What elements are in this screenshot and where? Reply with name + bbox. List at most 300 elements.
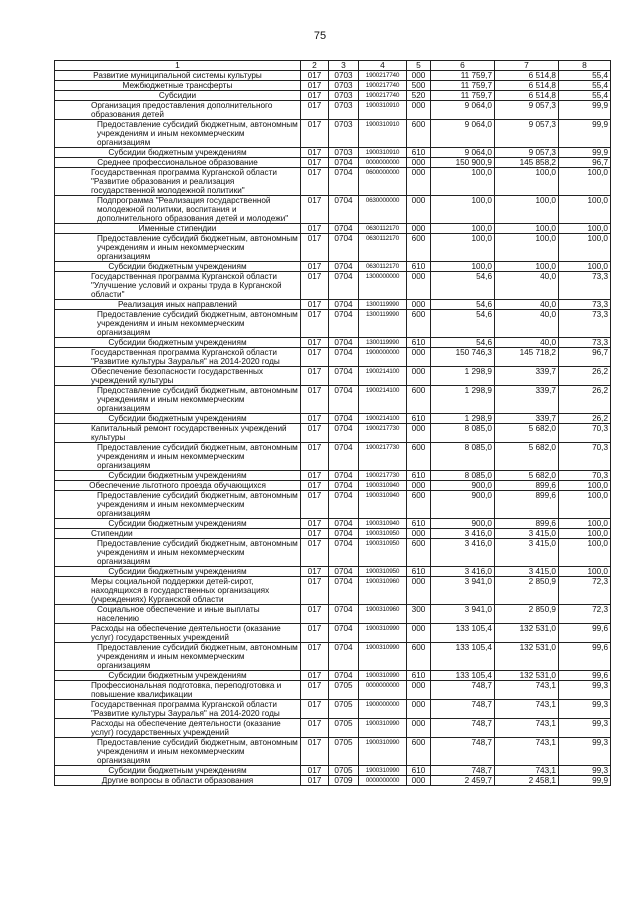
- row-name: [55, 481, 301, 491]
- table-row: [55, 519, 611, 529]
- row-executed-amount: 743,1: [495, 681, 559, 700]
- table-row: [55, 471, 611, 481]
- row-execution-percent: 26,2: [559, 386, 611, 414]
- row-expense-type: 610: [407, 567, 431, 577]
- table-row: [55, 234, 611, 262]
- budget-table: [54, 60, 611, 786]
- row-section-code: 0705: [329, 681, 359, 700]
- row-executed-amount: 3 415,0: [495, 567, 559, 577]
- row-section-code: 0704: [329, 234, 359, 262]
- row-target-code: 1900217740: [359, 81, 407, 91]
- row-expense-type: 000: [407, 681, 431, 700]
- row-target-code: 1900214100: [359, 386, 407, 414]
- row-expense-type: 610: [407, 519, 431, 529]
- row-name-text: Предоставление субсидий бюджетным, автономным учреждениям и иным некоммерческим организациям: [97, 443, 298, 470]
- row-execution-percent: 55,4: [559, 81, 611, 91]
- row-name-text: Субсидии бюджетным учреждениям: [108, 414, 247, 423]
- row-execution-percent: 99,3: [559, 681, 611, 700]
- row-section-code: 0703: [329, 91, 359, 101]
- row-name-text: Расходы на обеспечение деятельности (оказание услуг) государственных учреждений: [91, 624, 281, 642]
- row-execution-percent: 100,0: [559, 234, 611, 262]
- row-execution-percent: 99,9: [559, 148, 611, 158]
- row-expense-type: 000: [407, 700, 431, 719]
- table-row: [55, 224, 611, 234]
- row-name: [55, 719, 301, 738]
- row-section-code: 0703: [329, 71, 359, 81]
- row-name-text: Подпрограмма "Реализация государственной молодежной политики, воспитания и дополнительного образования детей и молодежи": [97, 196, 289, 223]
- row-executed-amount: 743,1: [495, 719, 559, 738]
- row-expense-type: 000: [407, 424, 431, 443]
- table-row: [55, 338, 611, 348]
- table-row: [55, 643, 611, 671]
- row-expense-type: 000: [407, 776, 431, 786]
- row-grbs-code: 017: [301, 643, 329, 671]
- row-name: [55, 148, 301, 158]
- row-grbs-code: 017: [301, 567, 329, 577]
- row-section-code: 0704: [329, 471, 359, 481]
- row-planned-amount: 11 759,7: [431, 71, 495, 81]
- row-planned-amount: 900,0: [431, 481, 495, 491]
- row-name-text: Среднее профессиональное образование: [97, 158, 258, 167]
- row-target-code: 0630112170: [359, 234, 407, 262]
- row-executed-amount: 743,1: [495, 700, 559, 719]
- row-grbs-code: 017: [301, 738, 329, 766]
- row-section-code: 0704: [329, 529, 359, 539]
- table-row: [55, 348, 611, 367]
- row-execution-percent: 55,4: [559, 71, 611, 81]
- row-planned-amount: 9 064,0: [431, 101, 495, 120]
- row-name: [55, 234, 301, 262]
- table-row: [55, 443, 611, 471]
- row-expense-type: 600: [407, 738, 431, 766]
- row-target-code: 0630112170: [359, 262, 407, 272]
- row-executed-amount: 339,7: [495, 386, 559, 414]
- row-planned-amount: 900,0: [431, 519, 495, 529]
- row-planned-amount: 8 085,0: [431, 471, 495, 481]
- row-planned-amount: 133 105,4: [431, 624, 495, 643]
- row-planned-amount: 100,0: [431, 262, 495, 272]
- table-row: [55, 120, 611, 148]
- row-name: [55, 567, 301, 577]
- row-section-code: 0704: [329, 624, 359, 643]
- row-name: [55, 776, 301, 786]
- row-execution-percent: 72,3: [559, 577, 611, 605]
- row-target-code: 1300119990: [359, 300, 407, 310]
- row-executed-amount: 3 415,0: [495, 529, 559, 539]
- row-name-text: Предоставление субсидий бюджетным, автономным учреждениям и иным некоммерческим организациям: [97, 738, 298, 765]
- row-name-text: Организация предоставления дополнительного образования детей: [91, 101, 273, 119]
- row-name: [55, 338, 301, 348]
- row-target-code: 1900310990: [359, 738, 407, 766]
- row-name: [55, 700, 301, 719]
- table-row: [55, 168, 611, 196]
- row-target-code: 0630000000: [359, 196, 407, 224]
- row-name: [55, 424, 301, 443]
- row-grbs-code: 017: [301, 671, 329, 681]
- row-planned-amount: 9 064,0: [431, 148, 495, 158]
- table-row: [55, 101, 611, 120]
- row-section-code: 0703: [329, 101, 359, 120]
- row-execution-percent: 99,6: [559, 671, 611, 681]
- row-execution-percent: 26,2: [559, 414, 611, 424]
- row-name: [55, 414, 301, 424]
- row-name-text: Капитальный ремонт государственных учреждений культуры: [91, 424, 287, 442]
- row-planned-amount: 133 105,4: [431, 643, 495, 671]
- row-executed-amount: 132 531,0: [495, 671, 559, 681]
- row-planned-amount: 748,7: [431, 766, 495, 776]
- row-name-text: Субсидии бюджетным учреждениям: [108, 471, 247, 480]
- row-target-code: 1300119990: [359, 338, 407, 348]
- row-grbs-code: 017: [301, 367, 329, 386]
- table-row: [55, 776, 611, 786]
- row-name: [55, 491, 301, 519]
- row-planned-amount: 900,0: [431, 491, 495, 519]
- row-name: [55, 81, 301, 91]
- row-expense-type: 610: [407, 414, 431, 424]
- row-name-text: Субсидии бюджетным учреждениям: [108, 766, 247, 775]
- row-name-text: Другие вопросы в области образования: [101, 776, 254, 785]
- row-name: [55, 386, 301, 414]
- row-grbs-code: 017: [301, 471, 329, 481]
- row-grbs-code: 017: [301, 338, 329, 348]
- row-planned-amount: 9 064,0: [431, 120, 495, 148]
- table-row: [55, 539, 611, 567]
- row-grbs-code: 017: [301, 91, 329, 101]
- row-target-code: 0000000000: [359, 776, 407, 786]
- row-execution-percent: 70,3: [559, 471, 611, 481]
- row-grbs-code: 017: [301, 224, 329, 234]
- table-row: [55, 567, 611, 577]
- row-section-code: 0703: [329, 148, 359, 158]
- row-section-code: 0703: [329, 120, 359, 148]
- row-name: [55, 643, 301, 671]
- row-target-code: 1900214100: [359, 414, 407, 424]
- row-name: [55, 766, 301, 776]
- row-name: [55, 262, 301, 272]
- row-execution-percent: 100,0: [559, 196, 611, 224]
- row-execution-percent: 96,7: [559, 158, 611, 168]
- row-name: [55, 605, 301, 624]
- row-execution-percent: 73,3: [559, 338, 611, 348]
- col-header: 1: [55, 61, 301, 71]
- table-row: [55, 71, 611, 81]
- row-name: [55, 101, 301, 120]
- col-header: 5: [407, 61, 431, 71]
- row-execution-percent: 55,4: [559, 91, 611, 101]
- row-planned-amount: 150 900,9: [431, 158, 495, 168]
- row-expense-type: 000: [407, 624, 431, 643]
- table-row: [55, 272, 611, 300]
- row-target-code: 1900310950: [359, 539, 407, 567]
- row-section-code: 0704: [329, 272, 359, 300]
- row-planned-amount: 11 759,7: [431, 91, 495, 101]
- row-expense-type: 610: [407, 262, 431, 272]
- row-name-text: Обеспечение льготного проезда обучающихся: [89, 481, 266, 490]
- row-planned-amount: 54,6: [431, 300, 495, 310]
- row-grbs-code: 017: [301, 481, 329, 491]
- row-executed-amount: 100,0: [495, 196, 559, 224]
- row-name-text: Меры социальной поддержки детей-сирот, находящихся в государственных организациях (учреждениях) Курганской области: [91, 577, 270, 604]
- row-name-text: Именные стипендии: [138, 224, 217, 233]
- row-section-code: 0704: [329, 443, 359, 471]
- row-planned-amount: 100,0: [431, 234, 495, 262]
- table-row: [55, 481, 611, 491]
- row-target-code: 1900217740: [359, 91, 407, 101]
- row-section-code: 0704: [329, 310, 359, 338]
- row-execution-percent: 96,7: [559, 348, 611, 367]
- row-expense-type: 500: [407, 81, 431, 91]
- row-target-code: 1900310940: [359, 481, 407, 491]
- row-planned-amount: 748,7: [431, 719, 495, 738]
- row-section-code: 0704: [329, 491, 359, 519]
- row-execution-percent: 73,3: [559, 272, 611, 300]
- row-grbs-code: 017: [301, 272, 329, 300]
- row-section-code: 0704: [329, 168, 359, 196]
- row-executed-amount: 2 850,9: [495, 605, 559, 624]
- row-executed-amount: 339,7: [495, 414, 559, 424]
- table-row: [55, 158, 611, 168]
- table-row: [55, 196, 611, 224]
- row-execution-percent: 70,3: [559, 424, 611, 443]
- row-expense-type: 520: [407, 91, 431, 101]
- row-planned-amount: 2 459,7: [431, 776, 495, 786]
- row-section-code: 0704: [329, 605, 359, 624]
- row-planned-amount: 100,0: [431, 168, 495, 196]
- row-name-text: Развитие муниципальной системы культуры: [93, 71, 262, 80]
- row-execution-percent: 99,6: [559, 624, 611, 643]
- row-grbs-code: 017: [301, 348, 329, 367]
- row-section-code: 0704: [329, 424, 359, 443]
- row-expense-type: 000: [407, 367, 431, 386]
- row-target-code: 1900217740: [359, 71, 407, 81]
- row-section-code: 0705: [329, 700, 359, 719]
- table-row: [55, 367, 611, 386]
- row-grbs-code: 017: [301, 310, 329, 338]
- row-name: [55, 738, 301, 766]
- row-name: [55, 158, 301, 168]
- row-name: [55, 539, 301, 567]
- row-section-code: 0704: [329, 577, 359, 605]
- row-execution-percent: 99,3: [559, 700, 611, 719]
- row-target-code: 1900000000: [359, 700, 407, 719]
- row-section-code: 0704: [329, 348, 359, 367]
- col-header: 2: [301, 61, 329, 71]
- table-row: [55, 491, 611, 519]
- row-executed-amount: 9 057,3: [495, 101, 559, 120]
- row-expense-type: 600: [407, 491, 431, 519]
- row-name: [55, 224, 301, 234]
- row-executed-amount: 5 682,0: [495, 471, 559, 481]
- row-execution-percent: 100,0: [559, 519, 611, 529]
- table-row: [55, 681, 611, 700]
- row-name-text: Стипендии: [91, 529, 133, 538]
- row-name: [55, 120, 301, 148]
- row-grbs-code: 017: [301, 529, 329, 539]
- row-executed-amount: 100,0: [495, 168, 559, 196]
- row-grbs-code: 017: [301, 700, 329, 719]
- row-target-code: 1900310960: [359, 577, 407, 605]
- table-row: [55, 529, 611, 539]
- row-name-text: Субсидии бюджетным учреждениям: [108, 262, 247, 271]
- row-name-text: Межбюджетные трансферты: [122, 81, 233, 90]
- row-expense-type: 000: [407, 224, 431, 234]
- row-section-code: 0704: [329, 481, 359, 491]
- row-planned-amount: 150 746,3: [431, 348, 495, 367]
- row-target-code: 0000000000: [359, 681, 407, 700]
- row-target-code: 1900310910: [359, 120, 407, 148]
- row-execution-percent: 72,3: [559, 605, 611, 624]
- row-name-text: Субсидии: [158, 91, 197, 100]
- row-grbs-code: 017: [301, 300, 329, 310]
- row-grbs-code: 017: [301, 414, 329, 424]
- row-name-text: Предоставление субсидий бюджетным, автономным учреждениям и иным некоммерческим организациям: [97, 643, 298, 670]
- row-grbs-code: 017: [301, 519, 329, 529]
- row-name: [55, 577, 301, 605]
- row-grbs-code: 017: [301, 605, 329, 624]
- row-expense-type: 000: [407, 168, 431, 196]
- row-execution-percent: 70,3: [559, 443, 611, 471]
- row-section-code: 0704: [329, 367, 359, 386]
- table-row: [55, 624, 611, 643]
- row-planned-amount: 3 416,0: [431, 539, 495, 567]
- table-row: [55, 577, 611, 605]
- table-row: [55, 719, 611, 738]
- row-executed-amount: 132 531,0: [495, 624, 559, 643]
- row-expense-type: 000: [407, 101, 431, 120]
- row-planned-amount: 748,7: [431, 700, 495, 719]
- row-executed-amount: 339,7: [495, 367, 559, 386]
- row-name-text: Социальное обеспечение и иные выплаты населению: [97, 605, 260, 623]
- row-execution-percent: 26,2: [559, 367, 611, 386]
- row-executed-amount: 6 514,8: [495, 71, 559, 81]
- table-row: [55, 414, 611, 424]
- col-header: 8: [559, 61, 611, 71]
- row-target-code: 0600000000: [359, 168, 407, 196]
- row-section-code: 0704: [329, 300, 359, 310]
- row-expense-type: 000: [407, 272, 431, 300]
- row-planned-amount: 3 416,0: [431, 529, 495, 539]
- table-row: [55, 386, 611, 414]
- row-name: [55, 168, 301, 196]
- page-number: 75: [313, 30, 327, 42]
- row-executed-amount: 5 682,0: [495, 424, 559, 443]
- row-name-text: Государственная программа Курганской области "Развитие культуры Зауралья" на 2014-2020 годы: [91, 348, 280, 366]
- row-section-code: 0703: [329, 81, 359, 91]
- row-name-text: Предоставление субсидий бюджетным, автономным учреждениям и иным некоммерческим организациям: [97, 310, 298, 337]
- row-grbs-code: 017: [301, 443, 329, 471]
- row-planned-amount: 54,6: [431, 272, 495, 300]
- row-grbs-code: 017: [301, 168, 329, 196]
- table-row: [55, 300, 611, 310]
- row-expense-type: 000: [407, 71, 431, 81]
- row-planned-amount: 1 298,9: [431, 367, 495, 386]
- row-target-code: 1900217730: [359, 424, 407, 443]
- table-row: [55, 766, 611, 776]
- row-section-code: 0704: [329, 224, 359, 234]
- row-executed-amount: 145 718,2: [495, 348, 559, 367]
- row-grbs-code: 017: [301, 81, 329, 91]
- row-name-text: Субсидии бюджетным учреждениям: [108, 671, 247, 680]
- row-executed-amount: 100,0: [495, 234, 559, 262]
- row-execution-percent: 100,0: [559, 168, 611, 196]
- table-row: [55, 424, 611, 443]
- row-planned-amount: 8 085,0: [431, 443, 495, 471]
- table-row: [55, 310, 611, 338]
- row-executed-amount: 6 514,8: [495, 81, 559, 91]
- row-planned-amount: 133 105,4: [431, 671, 495, 681]
- row-section-code: 0705: [329, 719, 359, 738]
- row-expense-type: 610: [407, 671, 431, 681]
- col-header: 7: [495, 61, 559, 71]
- row-section-code: 0704: [329, 196, 359, 224]
- row-section-code: 0704: [329, 519, 359, 529]
- row-name: [55, 310, 301, 338]
- row-expense-type: 600: [407, 443, 431, 471]
- row-planned-amount: 3 416,0: [431, 567, 495, 577]
- table-row: [55, 605, 611, 624]
- row-executed-amount: 9 057,3: [495, 148, 559, 158]
- row-target-code: 1900310940: [359, 519, 407, 529]
- row-planned-amount: 54,6: [431, 338, 495, 348]
- row-name: [55, 196, 301, 224]
- row-section-code: 0705: [329, 738, 359, 766]
- row-executed-amount: 6 514,8: [495, 91, 559, 101]
- row-execution-percent: 100,0: [559, 567, 611, 577]
- row-name-text: Субсидии бюджетным учреждениям: [108, 338, 247, 347]
- row-target-code: 1900310950: [359, 529, 407, 539]
- row-name-text: Обеспечение безопасности государственных учреждений культуры: [91, 367, 263, 385]
- row-expense-type: 610: [407, 766, 431, 776]
- row-executed-amount: 743,1: [495, 738, 559, 766]
- row-name: [55, 272, 301, 300]
- row-name: [55, 681, 301, 700]
- row-grbs-code: 017: [301, 234, 329, 262]
- row-name: [55, 348, 301, 367]
- row-executed-amount: 3 415,0: [495, 539, 559, 567]
- row-execution-percent: 100,0: [559, 529, 611, 539]
- row-target-code: 1900310990: [359, 671, 407, 681]
- row-executed-amount: 40,0: [495, 338, 559, 348]
- table-header-row: [55, 61, 611, 71]
- row-target-code: 1900310910: [359, 101, 407, 120]
- row-expense-type: 300: [407, 605, 431, 624]
- row-name: [55, 519, 301, 529]
- row-grbs-code: 017: [301, 424, 329, 443]
- row-expense-type: 600: [407, 386, 431, 414]
- row-planned-amount: 100,0: [431, 224, 495, 234]
- row-execution-percent: 100,0: [559, 539, 611, 567]
- row-section-code: 0704: [329, 158, 359, 168]
- row-grbs-code: 017: [301, 196, 329, 224]
- table-row: [55, 81, 611, 91]
- row-executed-amount: 743,1: [495, 766, 559, 776]
- row-grbs-code: 017: [301, 539, 329, 567]
- row-expense-type: 000: [407, 719, 431, 738]
- row-section-code: 0704: [329, 262, 359, 272]
- row-execution-percent: 99,3: [559, 766, 611, 776]
- row-executed-amount: 2 850,9: [495, 577, 559, 605]
- row-target-code: 1900310990: [359, 624, 407, 643]
- row-target-code: 1300000000: [359, 272, 407, 300]
- row-planned-amount: 3 941,0: [431, 577, 495, 605]
- table-row: [55, 700, 611, 719]
- row-target-code: 1900310990: [359, 643, 407, 671]
- row-executed-amount: 5 682,0: [495, 443, 559, 471]
- row-expense-type: 000: [407, 300, 431, 310]
- row-name-text: Профессиональная подготовка, переподготовка и повышение квалификации: [91, 681, 282, 699]
- row-section-code: 0704: [329, 539, 359, 567]
- table-row: [55, 738, 611, 766]
